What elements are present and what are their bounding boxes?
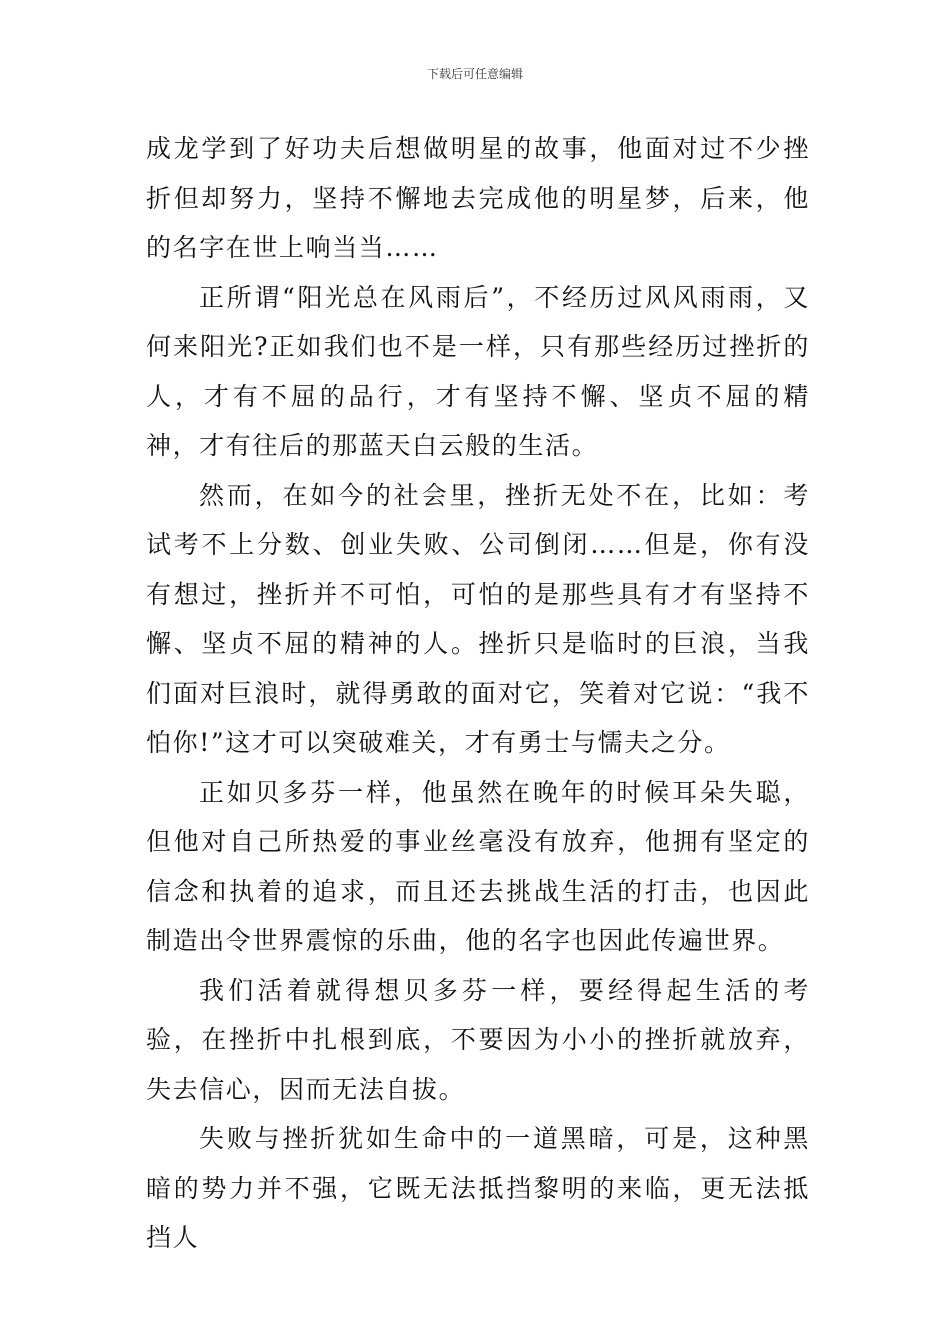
paragraph-3: 然而，在如今的社会里，挫折无处不在，比如：考试考不上分数、创业失败、公司倒闭……但是，你有没有想过，挫折并不可怕，可怕的是那些具有才有坚持不懈、坚贞不屈的精神的人。挫折只是临时的巨浪，当我们面对巨浪时，就得勇敢的面对它，笑着对它说：“我不怕你!”这才可以突破难关，才有勇士与懦夫之分。	[146, 480, 810, 757]
paragraph-6: 失败与挫折犹如生命中的一道黑暗，可是，这种黑暗的势力并不强，它既无法抵挡黎明的来临，更无法抵挡人	[146, 1124, 810, 1252]
page-header: 下载后可任意编辑	[426, 67, 523, 81]
paragraph-4: 正如贝多芬一样，他虽然在晚年的时候耳朵失聪，但他对自己所热爱的事业丝毫没有放弃，他拥有坚定的信念和执着的追求，而且还去挑战生活的打击，也因此制造出令世界震惊的乐曲，他的名字也因此传遍世界。	[146, 777, 810, 955]
paragraph-1: 成龙学到了好功夫后想做明星的故事，他面对过不少挫折但却努力，坚持不懈地去完成他的明星梦，后来，他的名字在世上响当当……	[146, 134, 810, 262]
paragraph-2: 正所谓“阳光总在风雨后”，不经历过风风雨雨，又何来阳光?正如我们也不是一样，只有那些经历过挫折的人，才有不屈的品行，才有坚持不懈、坚贞不屈的精神，才有往后的那蓝天白云般的生活。	[146, 282, 810, 460]
paragraph-5: 我们活着就得想贝多芬一样，要经得起生活的考验，在挫折中扎根到底，不要因为小小的挫折就放弃，失去信心，因而无法自拔。	[146, 975, 810, 1104]
document-body	[146, 124, 810, 1263]
